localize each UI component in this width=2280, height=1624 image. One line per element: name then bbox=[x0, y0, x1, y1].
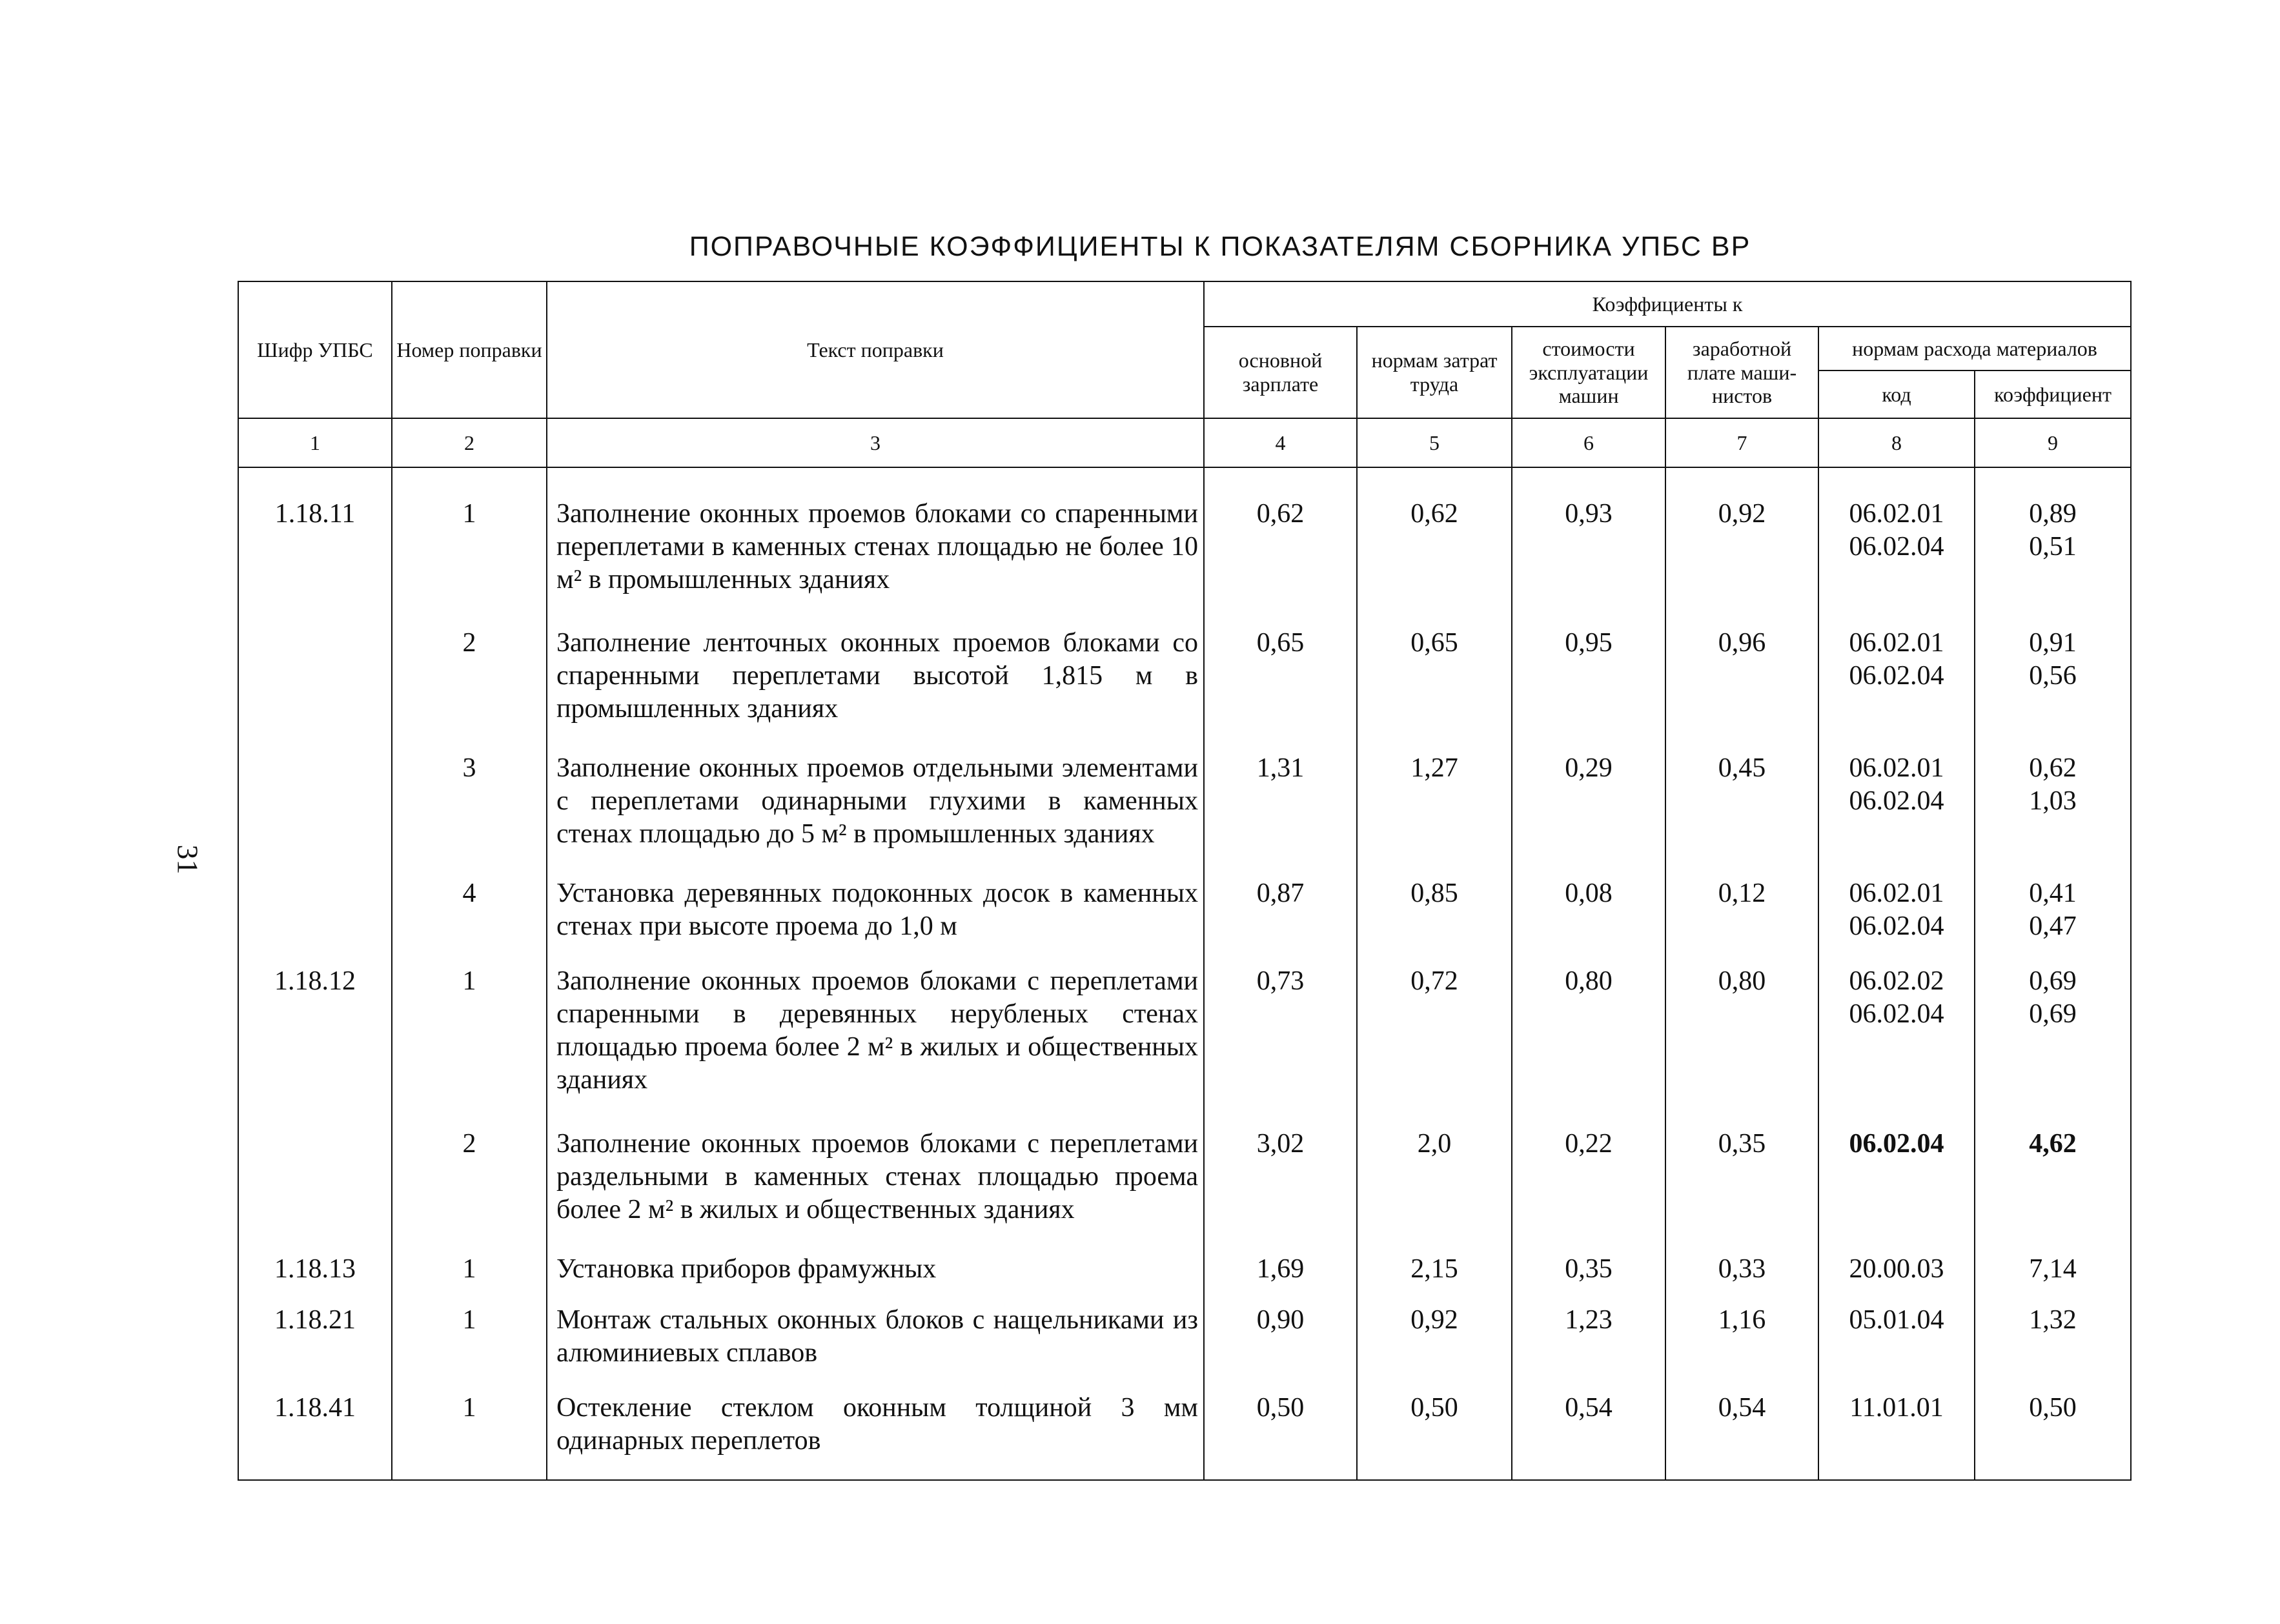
cell-correction-number bbox=[392, 965, 547, 1128]
cell-material-code bbox=[1818, 467, 1975, 627]
cell-correction-text bbox=[547, 877, 1204, 965]
cell-labor-norms bbox=[1357, 965, 1512, 1128]
cell-material-code bbox=[1818, 1253, 1975, 1303]
cell-correction-text-value: Заполнение оконных проемов отдельными элементами с переплетами одинарными глухими в каменных стенах площадью до 5 м² в промышленных зданиях bbox=[556, 753, 1198, 849]
cell-correction-text bbox=[547, 627, 1204, 752]
cell-material-code bbox=[1818, 877, 1975, 965]
cell-material-coefficient-value: 0,91 bbox=[2029, 628, 2077, 658]
cell-material-coefficient bbox=[1975, 1304, 2131, 1392]
empty-cell bbox=[1512, 1479, 1665, 1480]
cell-correction-text bbox=[547, 752, 1204, 877]
cell-base-salary-value: 0,73 bbox=[1256, 966, 1305, 997]
cell-cipher bbox=[238, 467, 392, 627]
cell-correction-text-value: Остекление стеклом оконным толщиной 3 мм одинарных переплетов bbox=[556, 1392, 1198, 1456]
header-machine-cost: стоимости эксплуатации машин bbox=[1512, 327, 1665, 418]
header-base-salary: основной зарплате bbox=[1204, 327, 1357, 418]
cell-material-coefficient-value: 0,56 bbox=[2029, 661, 2077, 691]
empty-cell bbox=[547, 1479, 1204, 1480]
cell-correction-number-value: 1 bbox=[462, 1392, 476, 1423]
header-coefficient: коэффициент bbox=[1975, 370, 2131, 418]
cell-base-salary-value: 3,02 bbox=[1256, 1129, 1305, 1159]
table-row bbox=[238, 627, 2131, 752]
cell-operator-salary-value: 0,12 bbox=[1718, 878, 1766, 909]
cell-material-coefficient-value: 0,41 bbox=[2029, 878, 2077, 909]
cell-material-code bbox=[1818, 965, 1975, 1128]
cell-operator-salary bbox=[1665, 752, 1818, 877]
cell-correction-number-value: 1 bbox=[462, 499, 476, 529]
cell-base-salary bbox=[1204, 1392, 1357, 1479]
cell-correction-number-value: 2 bbox=[462, 1129, 476, 1159]
cell-material-code-value: 06.02.01 bbox=[1849, 499, 1944, 529]
cell-machine-cost bbox=[1512, 965, 1665, 1128]
table-row bbox=[238, 1128, 2131, 1253]
cell-base-salary bbox=[1204, 1128, 1357, 1253]
cell-labor-norms-value: 2,0 bbox=[1417, 1129, 1452, 1159]
cell-labor-norms bbox=[1357, 877, 1512, 965]
cell-correction-number-value: 1 bbox=[462, 1254, 476, 1284]
cell-operator-salary-value: 0,45 bbox=[1718, 753, 1766, 784]
empty-cell bbox=[1665, 1479, 1818, 1480]
table-row bbox=[238, 1253, 2131, 1303]
cell-correction-number bbox=[392, 627, 547, 752]
cell-machine-cost bbox=[1512, 467, 1665, 627]
cell-base-salary bbox=[1204, 1304, 1357, 1392]
cell-operator-salary-value: 1,16 bbox=[1718, 1304, 1766, 1335]
cell-correction-text-value: Заполнение оконных проемов блоками с переплетами раздельными в каменных стенах площадью проема более 2 м² в жилых и общественных зданиях bbox=[556, 1129, 1198, 1225]
cell-material-coefficient-value: 1,32 bbox=[2029, 1304, 2077, 1335]
cell-correction-number-value: 4 bbox=[462, 878, 476, 909]
cell-cipher bbox=[238, 1253, 392, 1303]
cell-base-salary-value: 0,62 bbox=[1256, 499, 1305, 529]
cell-material-coefficient-value: 0,62 bbox=[2029, 753, 2077, 784]
column-number: 9 bbox=[1975, 418, 2131, 467]
cell-base-salary-value: 0,50 bbox=[1256, 1392, 1305, 1423]
cell-machine-cost-value: 0,95 bbox=[1565, 628, 1613, 658]
table-row bbox=[238, 752, 2131, 877]
header-correction-number: Номер поправки bbox=[392, 281, 547, 418]
cell-material-coefficient-value: 0,50 bbox=[2029, 1392, 2077, 1423]
cell-operator-salary bbox=[1665, 467, 1818, 627]
cell-machine-cost-value: 0,29 bbox=[1565, 753, 1613, 784]
cell-material-coefficient bbox=[1975, 877, 2131, 965]
cell-labor-norms-value: 2,15 bbox=[1410, 1254, 1458, 1284]
cell-machine-cost-value: 0,08 bbox=[1565, 878, 1613, 909]
cell-cipher bbox=[238, 752, 392, 877]
cell-material-coefficient bbox=[1975, 1253, 2131, 1303]
cell-machine-cost bbox=[1512, 752, 1665, 877]
table-row bbox=[238, 1304, 2131, 1392]
cell-correction-number bbox=[392, 1392, 547, 1479]
cell-material-code-value: 11.01.01 bbox=[1849, 1392, 1944, 1423]
cell-material-coefficient bbox=[1975, 467, 2131, 627]
cell-operator-salary bbox=[1665, 1304, 1818, 1392]
cell-cipher bbox=[238, 1304, 392, 1392]
cell-base-salary bbox=[1204, 467, 1357, 627]
cell-material-code-value: 20.00.03 bbox=[1849, 1254, 1944, 1284]
cell-correction-text-value: Заполнение ленточных оконных проемов блоками со спаренными переплетами высотой 1,815 м в промышленных зданиях bbox=[556, 628, 1198, 724]
cell-machine-cost bbox=[1512, 627, 1665, 752]
cell-material-coefficient-value: 0,51 bbox=[2029, 532, 2077, 562]
cell-material-coefficient-value: 4,62 bbox=[2029, 1129, 2077, 1159]
cell-labor-norms-value: 0,65 bbox=[1410, 628, 1458, 658]
cell-operator-salary-value: 0,33 bbox=[1718, 1254, 1766, 1284]
cell-correction-text bbox=[547, 1392, 1204, 1479]
cell-correction-number bbox=[392, 1128, 547, 1253]
cell-material-code-value: 06.02.01 bbox=[1849, 628, 1944, 658]
cell-operator-salary-value: 0,54 bbox=[1718, 1392, 1766, 1423]
cell-labor-norms-value: 0,62 bbox=[1410, 499, 1458, 529]
cell-material-code-value: 05.01.04 bbox=[1849, 1304, 1944, 1335]
page-number: 31 bbox=[171, 844, 205, 875]
header-correction-text: Текст поправки bbox=[547, 281, 1204, 418]
header-cipher: Шифр УПБС bbox=[238, 281, 392, 418]
cell-operator-salary bbox=[1665, 877, 1818, 965]
cell-base-salary-value: 0,87 bbox=[1256, 878, 1305, 909]
cell-correction-text-value: Установка приборов фрамужных bbox=[556, 1254, 937, 1284]
column-number: 7 bbox=[1665, 418, 1818, 467]
column-number: 6 bbox=[1512, 418, 1665, 467]
empty-cell bbox=[1975, 1479, 2131, 1480]
cell-operator-salary-value: 0,92 bbox=[1718, 499, 1766, 529]
cell-machine-cost bbox=[1512, 1128, 1665, 1253]
cell-machine-cost bbox=[1512, 1304, 1665, 1392]
cell-operator-salary bbox=[1665, 965, 1818, 1128]
cell-machine-cost bbox=[1512, 1392, 1665, 1479]
column-number: 8 bbox=[1818, 418, 1975, 467]
empty-cell bbox=[392, 1479, 547, 1480]
cell-material-coefficient bbox=[1975, 752, 2131, 877]
cell-material-code-value: 06.02.04 bbox=[1849, 999, 1944, 1030]
cell-material-coefficient-value: 0,47 bbox=[2029, 911, 2077, 942]
cell-operator-salary bbox=[1665, 1253, 1818, 1303]
cell-material-code bbox=[1818, 1128, 1975, 1253]
cell-correction-text bbox=[547, 1128, 1204, 1253]
cell-material-code-value: 06.02.01 bbox=[1849, 878, 1944, 909]
cell-material-code-value: 06.02.04 bbox=[1849, 532, 1944, 562]
cell-base-salary bbox=[1204, 752, 1357, 877]
cell-base-salary bbox=[1204, 627, 1357, 752]
table-row bbox=[238, 877, 2131, 965]
cell-labor-norms bbox=[1357, 1392, 1512, 1479]
cell-machine-cost-value: 0,93 bbox=[1565, 499, 1613, 529]
cell-material-coefficient-value: 0,69 bbox=[2029, 966, 2077, 997]
cell-machine-cost bbox=[1512, 1253, 1665, 1303]
cell-material-code-value: 06.02.04 bbox=[1849, 911, 1944, 942]
header-operator-salary: заработной плате маши- нистов bbox=[1665, 327, 1818, 418]
cell-correction-text bbox=[547, 467, 1204, 627]
cell-machine-cost-value: 0,22 bbox=[1565, 1129, 1613, 1159]
cell-correction-text-value: Установка деревянных подоконных досок в каменных стенах при высоте проема до 1,0 м bbox=[556, 878, 1198, 942]
cell-machine-cost-value: 0,54 bbox=[1565, 1392, 1613, 1423]
cell-labor-norms-value: 0,92 bbox=[1410, 1304, 1458, 1335]
cell-operator-salary bbox=[1665, 1128, 1818, 1253]
coefficients-table bbox=[238, 281, 2132, 1481]
cell-labor-norms bbox=[1357, 1253, 1512, 1303]
cell-correction-number bbox=[392, 467, 547, 627]
cell-cipher bbox=[238, 1392, 392, 1479]
cell-material-coefficient-value: 1,03 bbox=[2029, 786, 2077, 817]
column-number: 2 bbox=[392, 418, 547, 467]
cell-base-salary-value: 0,65 bbox=[1256, 628, 1305, 658]
cell-labor-norms bbox=[1357, 752, 1512, 877]
cell-cipher-value: 1.18.41 bbox=[274, 1392, 356, 1423]
cell-material-coefficient-value: 7,14 bbox=[2029, 1254, 2077, 1284]
cell-operator-salary bbox=[1665, 1392, 1818, 1479]
cell-material-code bbox=[1818, 627, 1975, 752]
cell-labor-norms bbox=[1357, 627, 1512, 752]
cell-material-code bbox=[1818, 1304, 1975, 1392]
cell-material-coefficient-value: 0,89 bbox=[2029, 499, 2077, 529]
cell-labor-norms bbox=[1357, 1304, 1512, 1392]
cell-labor-norms bbox=[1357, 1128, 1512, 1253]
cell-material-coefficient-value: 0,69 bbox=[2029, 999, 2077, 1030]
cell-labor-norms-value: 0,72 bbox=[1410, 966, 1458, 997]
cell-operator-salary-value: 0,80 bbox=[1718, 966, 1766, 997]
header-materials: нормам расхода материалов bbox=[1818, 327, 2131, 370]
cell-base-salary bbox=[1204, 877, 1357, 965]
cell-cipher-value: 1.18.11 bbox=[274, 499, 356, 529]
cell-correction-number-value: 2 bbox=[462, 628, 476, 658]
cell-labor-norms-value: 0,50 bbox=[1410, 1392, 1458, 1423]
page-title: ПОПРАВОЧНЫЕ КОЭФФИЦИЕНТЫ К ПОКАЗАТЕЛЯМ СБОРНИКА УПБС ВР bbox=[689, 231, 1751, 262]
cell-labor-norms-value: 1,27 bbox=[1410, 753, 1458, 784]
empty-cell bbox=[1818, 1479, 1975, 1480]
cell-base-salary-value: 1,31 bbox=[1256, 753, 1305, 784]
cell-correction-text-value: Монтаж стальных оконных блоков с нащельниками из алюминиевых сплавов bbox=[556, 1304, 1198, 1368]
cell-material-code bbox=[1818, 752, 1975, 877]
cell-material-coefficient bbox=[1975, 1128, 2131, 1253]
cell-correction-number bbox=[392, 1253, 547, 1303]
cell-material-code bbox=[1818, 1392, 1975, 1479]
cell-correction-text bbox=[547, 965, 1204, 1128]
cell-correction-number-value: 1 bbox=[462, 966, 476, 997]
cell-base-salary bbox=[1204, 965, 1357, 1128]
cell-machine-cost bbox=[1512, 877, 1665, 965]
cell-material-code-value: 06.02.04 bbox=[1849, 1129, 1944, 1159]
cell-material-code-value: 06.02.02 bbox=[1849, 966, 1944, 997]
empty-cell bbox=[238, 1479, 392, 1480]
cell-machine-cost-value: 1,23 bbox=[1565, 1304, 1613, 1335]
cell-material-code-value: 06.02.04 bbox=[1849, 661, 1944, 691]
cell-correction-number bbox=[392, 1304, 547, 1392]
table-filler-row bbox=[238, 1479, 2131, 1480]
cell-base-salary-value: 0,90 bbox=[1256, 1304, 1305, 1335]
cell-cipher bbox=[238, 965, 392, 1128]
cell-operator-salary bbox=[1665, 627, 1818, 752]
cell-correction-number bbox=[392, 752, 547, 877]
cell-material-coefficient bbox=[1975, 1392, 2131, 1479]
cell-cipher-value: 1.18.13 bbox=[274, 1254, 356, 1284]
cell-material-coefficient bbox=[1975, 627, 2131, 752]
cell-cipher-value: 1.18.21 bbox=[274, 1304, 356, 1335]
cell-cipher bbox=[238, 627, 392, 752]
cell-correction-text bbox=[547, 1253, 1204, 1303]
cell-cipher-value: 1.18.12 bbox=[274, 966, 356, 997]
column-number: 3 bbox=[547, 418, 1204, 467]
cell-machine-cost-value: 0,35 bbox=[1565, 1254, 1613, 1284]
table-row bbox=[238, 1392, 2131, 1479]
cell-operator-salary-value: 0,96 bbox=[1718, 628, 1766, 658]
cell-cipher bbox=[238, 1128, 392, 1253]
column-number: 1 bbox=[238, 418, 392, 467]
header-code: код bbox=[1818, 370, 1975, 418]
table-row bbox=[238, 965, 2131, 1128]
column-number: 5 bbox=[1357, 418, 1512, 467]
empty-cell bbox=[1204, 1479, 1357, 1480]
cell-labor-norms bbox=[1357, 467, 1512, 627]
cell-correction-number-value: 3 bbox=[462, 753, 476, 784]
empty-cell bbox=[1357, 1479, 1512, 1480]
cell-correction-text-value: Заполнение оконных проемов блоками с переплетами спаренными в деревянных нерубленых стенах площадью проема более 2 м² в жилых и общественных зданиях bbox=[556, 966, 1198, 1095]
cell-machine-cost-value: 0,80 bbox=[1565, 966, 1613, 997]
column-number: 4 bbox=[1204, 418, 1357, 467]
cell-base-salary-value: 1,69 bbox=[1256, 1254, 1305, 1284]
cell-cipher bbox=[238, 877, 392, 965]
cell-material-coefficient bbox=[1975, 965, 2131, 1128]
cell-correction-text-value: Заполнение оконных проемов блоками со спаренными переплетами в каменных стенах площадью не более 10 м² в промышленных зданиях bbox=[556, 499, 1198, 594]
table-row bbox=[238, 467, 2131, 627]
cell-correction-text bbox=[547, 1304, 1204, 1392]
cell-base-salary bbox=[1204, 1253, 1357, 1303]
cell-correction-number bbox=[392, 877, 547, 965]
cell-material-code-value: 06.02.04 bbox=[1849, 786, 1944, 817]
cell-operator-salary-value: 0,35 bbox=[1718, 1129, 1766, 1159]
header-coefficients: Коэффициенты к bbox=[1204, 281, 2131, 327]
cell-correction-number-value: 1 bbox=[462, 1304, 476, 1335]
header-labor-norms: нормам затрат труда bbox=[1357, 327, 1512, 418]
cell-material-code-value: 06.02.01 bbox=[1849, 753, 1944, 784]
cell-labor-norms-value: 0,85 bbox=[1410, 878, 1458, 909]
